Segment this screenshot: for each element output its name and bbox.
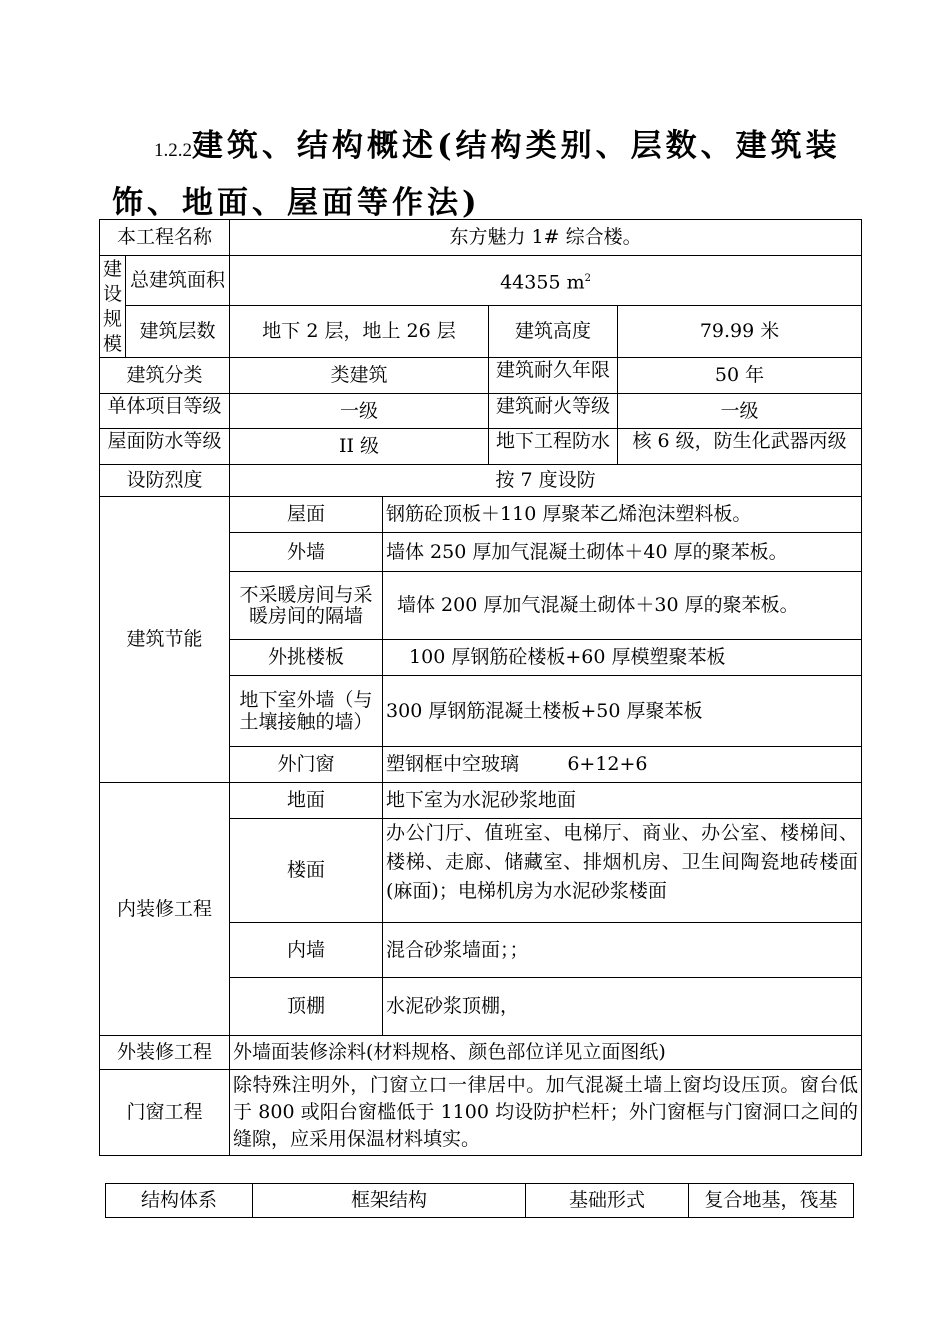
interior-floor-text: 办公门厅、值班室、电梯厅、商业、办公室、楼梯间、楼梯、走廊、储藏室、排烟机房、卫生间陶瓷地砖楼面(麻面)；电梯机房为水泥砂浆楼面 xyxy=(386,822,859,902)
row-floors xyxy=(100,306,862,358)
interior-row-label: 楼面 xyxy=(230,819,383,923)
heading-line-1 xyxy=(112,120,872,177)
underground-value xyxy=(618,429,862,465)
unit-grade-label-text: 单体项目等级 xyxy=(107,394,222,417)
interior-label: 内装修工程 xyxy=(100,783,230,1036)
interior-row xyxy=(100,783,862,819)
floors-label: 建筑层数 xyxy=(126,306,230,358)
category-value: 类建筑 xyxy=(230,358,489,394)
roof-waterproof-value: II 级 xyxy=(230,429,489,465)
structure-system-label: 结构体系 xyxy=(106,1184,253,1218)
energy-row-value: 300 厚钢筋混凝土楼板+50 厚聚苯板 xyxy=(383,676,862,747)
energy-row-label: 不采暖房间与采暖房间的隔墙 xyxy=(230,572,383,640)
interior-row-label: 内墙 xyxy=(230,923,383,978)
durability-label-text: 建筑耐久年限 xyxy=(496,358,611,381)
exterior-label: 外装修工程 xyxy=(100,1036,230,1070)
interior-row-value xyxy=(383,819,862,923)
energy-row-value: 钢筋砼顶板＋110 厚聚苯乙烯泡沫塑料板。 xyxy=(383,497,862,533)
energy-row-label: 外挑楼板 xyxy=(230,640,383,676)
height-value: 79.99 米 xyxy=(618,306,862,358)
scale-label: 建设规模 xyxy=(100,256,126,358)
energy-row-value: 墙体 200 厚加气混凝土砌体＋30 厚的聚苯板。 xyxy=(383,572,862,640)
project-name-value: 东方魅力 1# 综合楼。 xyxy=(230,220,862,256)
total-area-unit-sup: 2 xyxy=(584,272,591,284)
interior-row-value: 水泥砂浆顶棚， xyxy=(383,978,862,1036)
row-project-name xyxy=(100,220,862,256)
energy-row-label: 外门窗 xyxy=(230,747,383,783)
floors-value: 地下 2 层，地上 26 层 xyxy=(230,306,489,358)
doors-value: 除特殊注明外，门窗立口一律居中。加气混凝土墙上窗均设压顶。窗台低于 800 或阳台窗槛低于 1100 均设防护栏杆；外门窗框与门窗洞口之间的缝隙，应采用保温材料填实。 xyxy=(230,1070,862,1156)
energy-row-label: 地下室外墙（与土壤接触的墙） xyxy=(230,676,383,747)
unit-grade-label xyxy=(100,394,230,429)
unit-grade-value: 一级 xyxy=(230,394,489,429)
row-waterproof xyxy=(100,429,862,465)
total-area-value xyxy=(230,256,862,306)
fire-grade-label xyxy=(489,394,618,429)
row-structure xyxy=(106,1184,854,1218)
energy-row-value: 墙体 250 厚加气混凝土砌体＋40 厚的聚苯板。 xyxy=(383,533,862,572)
row-doors xyxy=(100,1070,862,1156)
row-category xyxy=(100,358,862,394)
structure-table xyxy=(105,1183,854,1218)
row-grade xyxy=(100,394,862,429)
fire-grade-label-text: 建筑耐火等级 xyxy=(496,394,611,417)
interior-row-label: 地面 xyxy=(230,783,383,819)
interior-row-value: 混合砂浆墙面；； xyxy=(383,923,862,978)
heading-line-2: 饰、地面、屋面等作法) xyxy=(112,185,481,221)
energy-row-value: 塑钢框中空玻璃 6+12+6 xyxy=(383,747,862,783)
section-heading xyxy=(112,120,872,229)
energy-row-label: 外墙 xyxy=(230,533,383,572)
roof-waterproof-label-text: 屋面防水等级 xyxy=(107,429,222,452)
height-label: 建筑高度 xyxy=(489,306,618,358)
durability-value: 50 年 xyxy=(618,358,862,394)
row-total-area xyxy=(100,256,862,306)
energy-label: 建筑节能 xyxy=(100,497,230,783)
seismic-label: 设防烈度 xyxy=(100,465,230,497)
row-seismic xyxy=(100,465,862,497)
row-exterior xyxy=(100,1036,862,1070)
fire-grade-value: 一级 xyxy=(618,394,862,429)
roof-waterproof-label xyxy=(100,429,230,465)
doors-label: 门窗工程 xyxy=(100,1070,230,1156)
interior-row-value: 地下室为水泥砂浆地面 xyxy=(383,783,862,819)
foundation-value: 复合地基，筏基 xyxy=(689,1184,854,1218)
underground-value-text: 核 6 级，防生化武器丙级 xyxy=(632,429,847,452)
total-area-label: 总建筑面积 xyxy=(126,256,230,306)
durability-label xyxy=(489,358,618,394)
project-name-label: 本工程名称 xyxy=(100,220,230,256)
overview-table xyxy=(99,219,862,1156)
interior-row-label: 顶棚 xyxy=(230,978,383,1036)
seismic-value: 按 7 度设防 xyxy=(230,465,862,497)
energy-row-label: 屋面 xyxy=(230,497,383,533)
category-label: 建筑分类 xyxy=(100,358,230,394)
foundation-label: 基础形式 xyxy=(526,1184,689,1218)
structure-system-value: 框架结构 xyxy=(253,1184,526,1218)
exterior-value: 外墙面装修涂料(材料规格、颜色部位详见立面图纸) xyxy=(230,1036,862,1070)
underground-label xyxy=(489,429,618,465)
heading-number: 1.2.2 xyxy=(154,140,192,161)
energy-row-value: 100 厚钢筋砼楼板+60 厚模塑聚苯板 xyxy=(383,640,862,676)
heading-text-1: 建筑、结构概述(结构类别、层数、建筑装 xyxy=(192,128,841,164)
total-area-number: 44355 m xyxy=(500,271,585,294)
energy-row xyxy=(100,497,862,533)
underground-label-text: 地下工程防水 xyxy=(496,429,611,452)
